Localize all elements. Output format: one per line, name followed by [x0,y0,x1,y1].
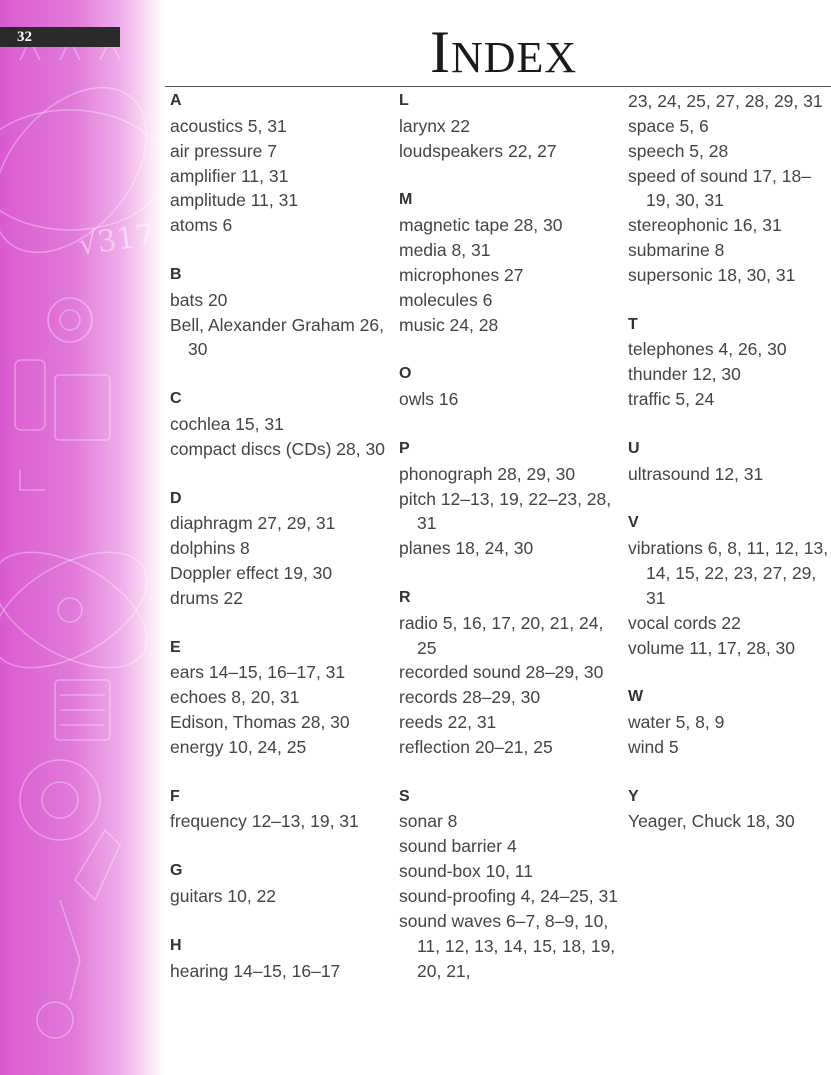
index-entry: energy 10, 24, 25 [170,736,307,757]
index-entry: media 8, 31 [399,240,491,261]
index-entry: loudspeakers 22, 27 [399,140,557,161]
group-spacer [399,337,621,362]
index-entry: sound waves 6–7, 8–9, 10, 11, 12, 13, 14, 15, 18, 19, 20, 21, [399,910,616,981]
index-column-2 [399,89,621,983]
index-column-3 [628,89,831,834]
decorative-sidebar [0,0,165,1075]
group-spacer [628,487,831,512]
group-spacer [628,760,831,785]
index-letter-heading: S [399,787,410,805]
index-column-1 [170,89,385,983]
group-spacer [628,412,831,437]
index-entry: pitch 12–13, 19, 22–23, 28, 31 [399,488,612,534]
index-entry: radio 5, 16, 17, 20, 21, 24, 25 [399,612,604,658]
index-entry: 23, 24, 25, 27, 28, 29, 31 [628,91,823,111]
index-entry: acoustics 5, 31 [170,115,287,136]
group-spacer [399,561,621,586]
page-number: 32 [17,29,32,45]
index-entry: air pressure 7 [170,140,277,161]
index-letter-heading: L [399,92,409,109]
svg-text:√317: √317 [76,217,157,263]
group-spacer [399,164,621,189]
index-letter-heading: O [399,365,412,383]
index-entry: submarine 8 [628,240,725,261]
index-entry: Edison, Thomas 28, 30 [170,712,350,733]
index-letter-heading: H [170,936,182,954]
index-entry: frequency 12–13, 19, 31 [170,811,359,832]
group-spacer [399,760,621,785]
index-entry: vocal cords 22 [628,612,741,633]
index-entry: hearing 14–15, 16–17 [170,960,341,981]
index-letter-heading: V [628,514,639,532]
index-entry: magnetic tape 28, 30 [399,215,563,236]
index-entry: diaphragm 27, 29, 31 [170,513,336,534]
index-entry: reflection 20–21, 25 [399,736,553,757]
index-entry: atoms 6 [170,215,233,236]
index-letter-heading: B [170,265,182,283]
index-entry: water 5, 8, 9 [628,712,725,733]
index-entry: amplitude 11, 31 [170,190,299,211]
index-entry: reeds 22, 31 [399,712,497,733]
group-spacer [170,760,385,785]
index-entry: larynx 22 [399,115,471,136]
index-letter-heading: T [628,315,638,333]
index-entry: Yeager, Chuck 18, 30 [628,811,795,832]
index-entry: supersonic 18, 30, 31 [628,264,796,285]
index-entry: dolphins 8 [170,538,250,559]
index-entry: bats 20 [170,289,228,310]
index-entry: phonograph 28, 29, 30 [399,463,576,484]
group-spacer [170,462,385,487]
index-entry: Doppler effect 19, 30 [170,563,333,584]
group-spacer [170,909,385,934]
index-entry: Bell, Alexander Graham 26, 30 [170,314,385,360]
page-title-initial: I [430,19,451,85]
title-rule [165,86,831,87]
index-letter-heading: W [628,688,644,706]
group-spacer [628,660,831,685]
index-letter-heading: E [170,638,181,656]
index-entry: microphones 27 [399,264,524,285]
index-letter-heading: G [170,862,183,880]
index-entry: planes 18, 24, 30 [399,538,534,559]
index-letter-heading: C [170,390,182,408]
index-entry: music 24, 28 [399,314,499,335]
index-entry: cochlea 15, 31 [170,413,284,434]
index-letter-heading: R [399,588,411,606]
index-entry: sound-proofing 4, 24–25, 31 [399,886,618,906]
index-letter-heading: U [628,439,640,457]
index-entry: telephones 4, 26, 30 [628,339,787,360]
page-title-rest: NDEX [450,33,578,82]
index-entry: speech 5, 28 [628,140,729,161]
group-spacer [170,238,385,263]
group-spacer [628,288,831,313]
index-entry: guitars 10, 22 [170,886,277,906]
index-entry: echoes 8, 20, 31 [170,687,300,708]
index-entry: amplifier 11, 31 [170,165,289,186]
group-spacer [399,412,621,437]
page-title [430,20,577,90]
group-spacer [170,362,385,387]
index-letter-heading: M [399,191,413,209]
index-entry: sonar 8 [399,811,458,832]
index-entry: volume 11, 17, 28, 30 [628,637,796,658]
index-letter-heading: P [399,439,410,457]
index-entry: drums 22 [170,587,243,608]
index-entry: sound barrier 4 [399,836,517,857]
index-entry: ultrasound 12, 31 [628,463,764,484]
index-entry: vibrations 6, 8, 11, 12, 13, 14, 15, 22, 23, 27, 29, 31 [628,538,829,608]
group-spacer [170,834,385,859]
index-entry: stereophonic 16, 31 [628,215,782,236]
index-entry: space 5, 6 [628,115,709,136]
index-letter-heading: F [170,787,180,805]
index-entry: molecules 6 [399,289,493,310]
index-entry: recorded sound 28–29, 30 [399,662,604,683]
index-entry: owls 16 [399,389,459,410]
index-letter-heading: Y [628,787,639,805]
sound-collage-illustration [0,0,165,1075]
index-letter-heading: D [170,489,182,507]
index-entry: wind 5 [628,736,679,757]
index-entry: records 28–29, 30 [399,687,541,708]
index-entry: thunder 12, 30 [628,364,741,385]
index-letter-heading: A [170,92,182,109]
index-entry: sound-box 10, 11 [399,861,533,882]
index-entry: ears 14–15, 16–17, 31 [170,662,346,683]
index-entry: speed of sound 17, 18–19, 30, 31 [628,165,811,211]
index-entry: traffic 5, 24 [628,389,715,410]
index-entry: compact discs (CDs) 28, 30 [170,438,385,459]
group-spacer [170,611,385,636]
